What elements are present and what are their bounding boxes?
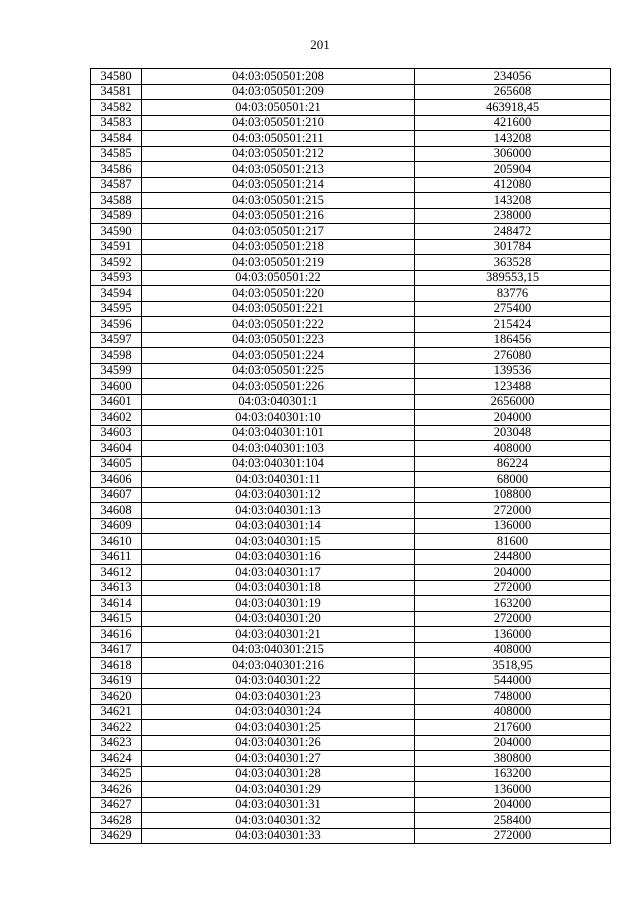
row-number-cell: 34625 xyxy=(91,766,142,782)
cadastral-value-cell: 272000 xyxy=(415,611,611,627)
row-number-cell: 34595 xyxy=(91,301,142,317)
cadastral-number-cell: 04:03:050501:209 xyxy=(142,84,415,100)
cadastral-value-cell: 275400 xyxy=(415,301,611,317)
table-row xyxy=(91,255,611,271)
row-number-cell: 34616 xyxy=(91,627,142,643)
cadastral-value-cell: 86224 xyxy=(415,456,611,472)
cadastral-number-cell: 04:03:040301:23 xyxy=(142,689,415,705)
cadastral-value-cell: 203048 xyxy=(415,425,611,441)
table-row xyxy=(91,239,611,255)
cadastral-number-cell: 04:03:040301:25 xyxy=(142,720,415,736)
cadastral-number-cell: 04:03:050501:220 xyxy=(142,286,415,302)
cadastral-number-cell: 04:03:050501:216 xyxy=(142,208,415,224)
cadastral-value-cell: 3518,95 xyxy=(415,658,611,674)
cadastral-value-cell: 143208 xyxy=(415,131,611,147)
cadastral-value-cell: 205904 xyxy=(415,162,611,178)
cadastral-value-cell: 258400 xyxy=(415,813,611,829)
table-row xyxy=(91,286,611,302)
cadastral-value-cell: 244800 xyxy=(415,549,611,565)
row-number-cell: 34609 xyxy=(91,518,142,534)
table-row xyxy=(91,487,611,503)
table-row xyxy=(91,689,611,705)
cadastral-number-cell: 04:03:040301:17 xyxy=(142,565,415,581)
table-row xyxy=(91,115,611,131)
cadastral-number-cell: 04:03:050501:221 xyxy=(142,301,415,317)
cadastral-number-cell: 04:03:040301:20 xyxy=(142,611,415,627)
cadastral-number-cell: 04:03:040301:24 xyxy=(142,704,415,720)
row-number-cell: 34599 xyxy=(91,363,142,379)
cadastral-value-cell: 204000 xyxy=(415,797,611,813)
table-row xyxy=(91,348,611,364)
cadastral-number-cell: 04:03:040301:13 xyxy=(142,503,415,519)
cadastral-value-cell: 389553,15 xyxy=(415,270,611,286)
cadastral-value-cell: 204000 xyxy=(415,565,611,581)
cadastral-value-cell: 204000 xyxy=(415,735,611,751)
row-number-cell: 34618 xyxy=(91,658,142,674)
row-number-cell: 34588 xyxy=(91,193,142,209)
cadastral-value-cell: 68000 xyxy=(415,472,611,488)
table-row xyxy=(91,658,611,674)
table-row xyxy=(91,394,611,410)
table-row xyxy=(91,131,611,147)
row-number-cell: 34626 xyxy=(91,782,142,798)
table-row xyxy=(91,828,611,844)
row-number-cell: 34614 xyxy=(91,596,142,612)
table-row xyxy=(91,162,611,178)
cadastral-value-cell: 186456 xyxy=(415,332,611,348)
cadastral-number-cell: 04:03:040301:10 xyxy=(142,410,415,426)
row-number-cell: 34628 xyxy=(91,813,142,829)
cadastral-value-cell: 136000 xyxy=(415,627,611,643)
row-number-cell: 34607 xyxy=(91,487,142,503)
row-number-cell: 34612 xyxy=(91,565,142,581)
table-row xyxy=(91,673,611,689)
cadastral-number-cell: 04:03:050501:225 xyxy=(142,363,415,379)
cadastral-number-cell: 04:03:040301:103 xyxy=(142,441,415,457)
cadastral-number-cell: 04:03:040301:14 xyxy=(142,518,415,534)
row-number-cell: 34610 xyxy=(91,534,142,550)
table-row xyxy=(91,332,611,348)
row-number-cell: 34589 xyxy=(91,208,142,224)
table-row xyxy=(91,565,611,581)
cadastral-number-cell: 04:03:050501:210 xyxy=(142,115,415,131)
cadastral-number-cell: 04:03:050501:214 xyxy=(142,177,415,193)
cadastral-number-cell: 04:03:040301:15 xyxy=(142,534,415,550)
row-number-cell: 34603 xyxy=(91,425,142,441)
cadastral-number-cell: 04:03:040301:11 xyxy=(142,472,415,488)
table-row xyxy=(91,549,611,565)
cadastral-value-cell: 306000 xyxy=(415,146,611,162)
row-number-cell: 34627 xyxy=(91,797,142,813)
table-row xyxy=(91,704,611,720)
cadastral-value-cell: 363528 xyxy=(415,255,611,271)
cadastral-value-cell: 123488 xyxy=(415,379,611,395)
row-number-cell: 34585 xyxy=(91,146,142,162)
cadastral-value-cell: 421600 xyxy=(415,115,611,131)
table-row xyxy=(91,596,611,612)
row-number-cell: 34601 xyxy=(91,394,142,410)
cadastral-value-cell: 108800 xyxy=(415,487,611,503)
cadastral-number-cell: 04:03:040301:18 xyxy=(142,580,415,596)
cadastral-value-cell: 136000 xyxy=(415,782,611,798)
table-row xyxy=(91,518,611,534)
cadastral-number-cell: 04:03:040301:31 xyxy=(142,797,415,813)
cadastral-value-cell: 544000 xyxy=(415,673,611,689)
table-row xyxy=(91,379,611,395)
cadastral-number-cell: 04:03:040301:29 xyxy=(142,782,415,798)
row-number-cell: 34583 xyxy=(91,115,142,131)
row-number-cell: 34594 xyxy=(91,286,142,302)
row-number-cell: 34605 xyxy=(91,456,142,472)
cadastral-value-cell: 83776 xyxy=(415,286,611,302)
table-row xyxy=(91,441,611,457)
cadastral-value-cell: 139536 xyxy=(415,363,611,379)
row-number-cell: 34604 xyxy=(91,441,142,457)
cadastral-value-cell: 163200 xyxy=(415,596,611,612)
cadastral-number-cell: 04:03:050501:22 xyxy=(142,270,415,286)
row-number-cell: 34590 xyxy=(91,224,142,240)
cadastral-number-cell: 04:03:050501:212 xyxy=(142,146,415,162)
cadastral-number-cell: 04:03:050501:208 xyxy=(142,69,415,85)
table-row xyxy=(91,301,611,317)
cadastral-number-cell: 04:03:040301:26 xyxy=(142,735,415,751)
table-row xyxy=(91,751,611,767)
cadastral-value-cell: 238000 xyxy=(415,208,611,224)
cadastral-number-cell: 04:03:050501:213 xyxy=(142,162,415,178)
cadastral-number-cell: 04:03:050501:218 xyxy=(142,239,415,255)
table-row xyxy=(91,797,611,813)
cadastral-number-cell: 04:03:040301:104 xyxy=(142,456,415,472)
row-number-cell: 34600 xyxy=(91,379,142,395)
table-row xyxy=(91,472,611,488)
row-number-cell: 34598 xyxy=(91,348,142,364)
cadastral-number-cell: 04:03:040301:19 xyxy=(142,596,415,612)
table-row xyxy=(91,193,611,209)
cadastral-value-cell: 408000 xyxy=(415,642,611,658)
cadastral-number-cell: 04:03:040301:16 xyxy=(142,549,415,565)
row-number-cell: 34622 xyxy=(91,720,142,736)
cadastral-number-cell: 04:03:050501:21 xyxy=(142,100,415,116)
cadastral-number-cell: 04:03:040301:27 xyxy=(142,751,415,767)
row-number-cell: 34629 xyxy=(91,828,142,844)
row-number-cell: 34587 xyxy=(91,177,142,193)
cadastral-value-cell: 463918,45 xyxy=(415,100,611,116)
cadastral-value-cell: 380800 xyxy=(415,751,611,767)
table-row xyxy=(91,627,611,643)
cadastral-number-cell: 04:03:040301:216 xyxy=(142,658,415,674)
row-number-cell: 34615 xyxy=(91,611,142,627)
row-number-cell: 34606 xyxy=(91,472,142,488)
table-row xyxy=(91,456,611,472)
table-row xyxy=(91,100,611,116)
cadastral-number-cell: 04:03:040301:21 xyxy=(142,627,415,643)
row-number-cell: 34580 xyxy=(91,69,142,85)
table-row xyxy=(91,317,611,333)
row-number-cell: 34593 xyxy=(91,270,142,286)
cadastral-value-cell: 248472 xyxy=(415,224,611,240)
cadastral-number-cell: 04:03:050501:211 xyxy=(142,131,415,147)
table-row xyxy=(91,720,611,736)
cadastral-value-table xyxy=(90,68,611,844)
table-row xyxy=(91,782,611,798)
cadastral-value-cell: 276080 xyxy=(415,348,611,364)
table-row xyxy=(91,766,611,782)
row-number-cell: 34621 xyxy=(91,704,142,720)
table-row xyxy=(91,410,611,426)
table-row xyxy=(91,363,611,379)
cadastral-value-cell: 748000 xyxy=(415,689,611,705)
row-number-cell: 34611 xyxy=(91,549,142,565)
table-row xyxy=(91,224,611,240)
table-row xyxy=(91,534,611,550)
row-number-cell: 34582 xyxy=(91,100,142,116)
cadastral-number-cell: 04:03:040301:215 xyxy=(142,642,415,658)
cadastral-value-cell: 272000 xyxy=(415,580,611,596)
row-number-cell: 34602 xyxy=(91,410,142,426)
table-row xyxy=(91,642,611,658)
table-row xyxy=(91,270,611,286)
cadastral-number-cell: 04:03:040301:28 xyxy=(142,766,415,782)
table-row xyxy=(91,580,611,596)
row-number-cell: 34581 xyxy=(91,84,142,100)
row-number-cell: 34586 xyxy=(91,162,142,178)
cadastral-value-cell: 217600 xyxy=(415,720,611,736)
cadastral-value-cell: 265608 xyxy=(415,84,611,100)
cadastral-value-cell: 2656000 xyxy=(415,394,611,410)
cadastral-value-cell: 408000 xyxy=(415,441,611,457)
cadastral-value-cell: 163200 xyxy=(415,766,611,782)
table-row xyxy=(91,177,611,193)
cadastral-number-cell: 04:03:050501:215 xyxy=(142,193,415,209)
cadastral-value-cell: 143208 xyxy=(415,193,611,209)
cadastral-value-cell: 412080 xyxy=(415,177,611,193)
cadastral-number-cell: 04:03:040301:33 xyxy=(142,828,415,844)
cadastral-value-cell: 81600 xyxy=(415,534,611,550)
cadastral-number-cell: 04:03:040301:32 xyxy=(142,813,415,829)
table-row xyxy=(91,84,611,100)
cadastral-number-cell: 04:03:050501:224 xyxy=(142,348,415,364)
table-row xyxy=(91,425,611,441)
cadastral-number-cell: 04:03:050501:217 xyxy=(142,224,415,240)
cadastral-number-cell: 04:03:040301:22 xyxy=(142,673,415,689)
row-number-cell: 34608 xyxy=(91,503,142,519)
cadastral-value-cell: 234056 xyxy=(415,69,611,85)
table-row xyxy=(91,503,611,519)
cadastral-value-cell: 272000 xyxy=(415,828,611,844)
cadastral-number-cell: 04:03:050501:223 xyxy=(142,332,415,348)
table-row xyxy=(91,813,611,829)
cadastral-number-cell: 04:03:040301:101 xyxy=(142,425,415,441)
cadastral-value-cell: 136000 xyxy=(415,518,611,534)
cadastral-number-cell: 04:03:050501:222 xyxy=(142,317,415,333)
cadastral-value-cell: 215424 xyxy=(415,317,611,333)
cadastral-value-cell: 301784 xyxy=(415,239,611,255)
row-number-cell: 34620 xyxy=(91,689,142,705)
cadastral-value-cell: 272000 xyxy=(415,503,611,519)
cadastral-value-cell: 204000 xyxy=(415,410,611,426)
row-number-cell: 34623 xyxy=(91,735,142,751)
row-number-cell: 34613 xyxy=(91,580,142,596)
table-row xyxy=(91,735,611,751)
cadastral-number-cell: 04:03:040301:1 xyxy=(142,394,415,410)
cadastral-number-cell: 04:03:050501:226 xyxy=(142,379,415,395)
row-number-cell: 34596 xyxy=(91,317,142,333)
table-row xyxy=(91,146,611,162)
row-number-cell: 34619 xyxy=(91,673,142,689)
row-number-cell: 34592 xyxy=(91,255,142,271)
row-number-cell: 34617 xyxy=(91,642,142,658)
table-row xyxy=(91,208,611,224)
row-number-cell: 34591 xyxy=(91,239,142,255)
row-number-cell: 34624 xyxy=(91,751,142,767)
table-row xyxy=(91,69,611,85)
cadastral-number-cell: 04:03:040301:12 xyxy=(142,487,415,503)
cadastral-number-cell: 04:03:050501:219 xyxy=(142,255,415,271)
table-row xyxy=(91,611,611,627)
cadastral-value-cell: 408000 xyxy=(415,704,611,720)
table-body xyxy=(91,69,611,844)
row-number-cell: 34584 xyxy=(91,131,142,147)
page-number: 201 xyxy=(310,37,330,52)
row-number-cell: 34597 xyxy=(91,332,142,348)
